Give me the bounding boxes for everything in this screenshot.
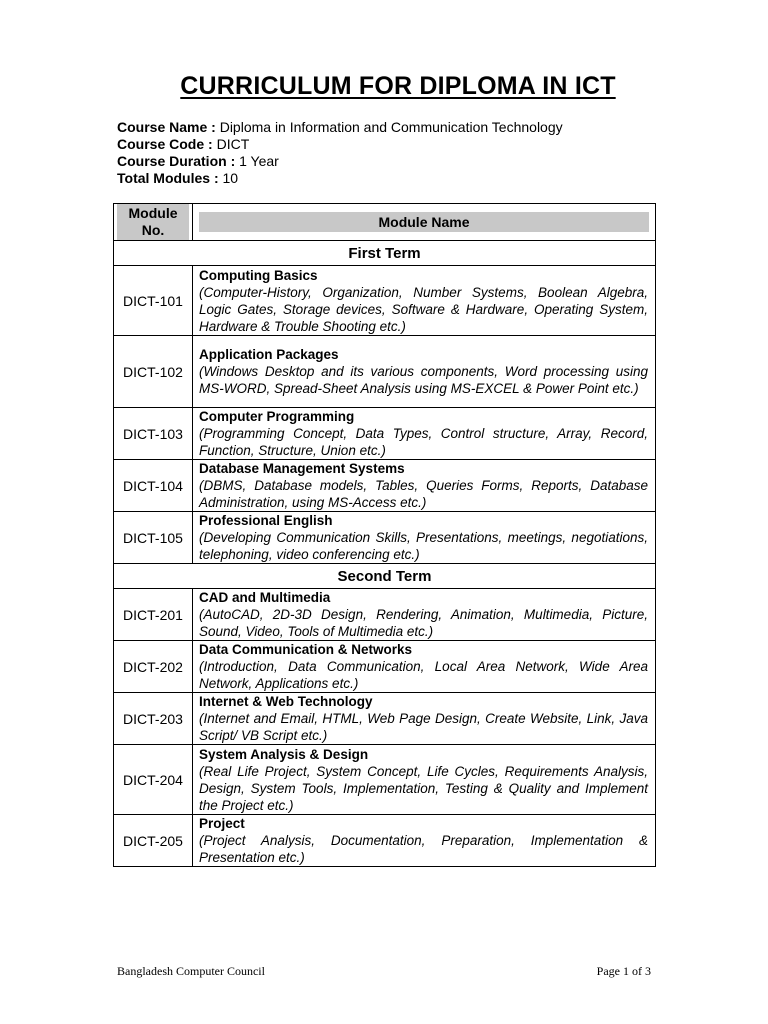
module-code: DICT-101 — [114, 266, 193, 336]
course-code-value: DICT — [216, 136, 250, 152]
module-code: DICT-104 — [114, 460, 193, 512]
module-code: DICT-103 — [114, 408, 193, 460]
total-modules-label: Total Modules : — [117, 170, 219, 186]
course-name-label: Course Name : — [117, 119, 216, 135]
module-title: Application Packages — [199, 347, 339, 362]
module-title: Computer Programming — [199, 409, 355, 424]
course-name-line — [117, 119, 563, 136]
total-modules-line — [117, 170, 563, 187]
module-details — [193, 512, 656, 564]
term-heading: First Term — [114, 241, 656, 266]
module-row — [114, 512, 656, 564]
course-duration-line — [117, 153, 563, 170]
course-name-value: Diploma in Information and Communication Technology — [219, 119, 563, 135]
module-row — [114, 266, 656, 336]
module-title: Internet & Web Technology — [199, 694, 373, 709]
module-details — [193, 460, 656, 512]
module-description: (DBMS, Database models, Tables, Queries Forms, Reports, Database Administration, using MS-Access etc.) — [199, 478, 648, 510]
module-title: Database Management Systems — [199, 461, 405, 476]
module-description: (Windows Desktop and its various components, Word processing using MS-WORD, Spread-Sheet Analysis using MS-EXCEL & Power Point etc.) — [199, 364, 648, 396]
module-details — [193, 266, 656, 336]
module-code: DICT-205 — [114, 815, 193, 867]
module-description: (Real Life Project, System Concept, Life Cycles, Requirements Analysis, Design, System Tools, Implementation, Testing & Quality and Implement the Project etc.) — [199, 763, 648, 813]
module-description: (Project Analysis, Documentation, Preparation, Implementation & Presentation etc.) — [199, 833, 648, 865]
module-title: Project — [199, 816, 245, 831]
module-row — [114, 815, 656, 867]
module-code: DICT-202 — [114, 641, 193, 693]
footer-organization: Bangladesh Computer Council — [117, 964, 265, 978]
module-details — [193, 745, 656, 815]
module-description: (Programming Concept, Data Types, Control structure, Array, Record, Function, Structure, Union etc.) — [199, 426, 648, 458]
module-row — [114, 408, 656, 460]
module-title: System Analysis & Design — [199, 746, 369, 762]
module-details — [193, 408, 656, 460]
module-description: (Introduction, Data Communication, Local Area Network, Wide Area Network, Applications etc.) — [199, 659, 648, 691]
module-code: DICT-201 — [114, 589, 193, 641]
module-description: (Developing Communication Skills, Presentations, meetings, negotiations, telephoning, video conferencing etc.) — [199, 530, 648, 562]
module-description: (AutoCAD, 2D-3D Design, Rendering, Animation, Multimedia, Picture, Sound, Video, Tools of Multimedia etc.) — [199, 607, 648, 639]
module-row — [114, 745, 656, 815]
module-no-header-cell — [114, 204, 193, 241]
footer-page-number: Page 1 of 3 — [596, 964, 651, 978]
module-row — [114, 460, 656, 512]
table-header-row — [114, 204, 656, 241]
module-details — [193, 589, 656, 641]
module-details — [193, 815, 656, 867]
course-code-line — [117, 136, 563, 153]
course-info — [117, 119, 563, 187]
modules-body — [114, 241, 656, 867]
module-details — [193, 641, 656, 693]
module-row — [114, 336, 656, 408]
course-duration-value: 1 Year — [239, 153, 279, 169]
course-code-label: Course Code : — [117, 136, 213, 152]
module-description: (Computer-History, Organization, Number Systems, Boolean Algebra, Logic Gates, Storage devices, Software & Hardware, Operating System, Hardware & Trouble Shooting etc.) — [199, 284, 648, 334]
module-code: DICT-105 — [114, 512, 193, 564]
module-row — [114, 641, 656, 693]
module-row — [114, 693, 656, 745]
page-title: CURRICULUM FOR DIPLOMA IN ICT — [180, 72, 616, 100]
module-code: DICT-203 — [114, 693, 193, 745]
module-code: DICT-102 — [114, 336, 193, 408]
module-row — [114, 589, 656, 641]
module-code: DICT-204 — [114, 745, 193, 815]
term-row — [114, 241, 656, 266]
module-name-header-cell — [193, 204, 656, 241]
module-details — [193, 336, 656, 408]
module-name-header: Module Name — [199, 212, 649, 232]
modules-table — [113, 203, 656, 867]
module-title: Professional English — [199, 513, 333, 528]
term-row — [114, 564, 656, 589]
module-title: CAD and Multimedia — [199, 590, 331, 605]
course-duration-label: Course Duration : — [117, 153, 236, 169]
module-title: Computing Basics — [199, 267, 318, 283]
total-modules-value: 10 — [222, 170, 239, 186]
module-description: (Internet and Email, HTML, Web Page Design, Create Website, Link, Java Script/ VB Script etc.) — [199, 711, 648, 743]
term-heading: Second Term — [114, 564, 656, 589]
module-title: Data Communication & Networks — [199, 642, 413, 657]
module-details — [193, 693, 656, 745]
module-no-header: Module No. — [117, 204, 189, 240]
